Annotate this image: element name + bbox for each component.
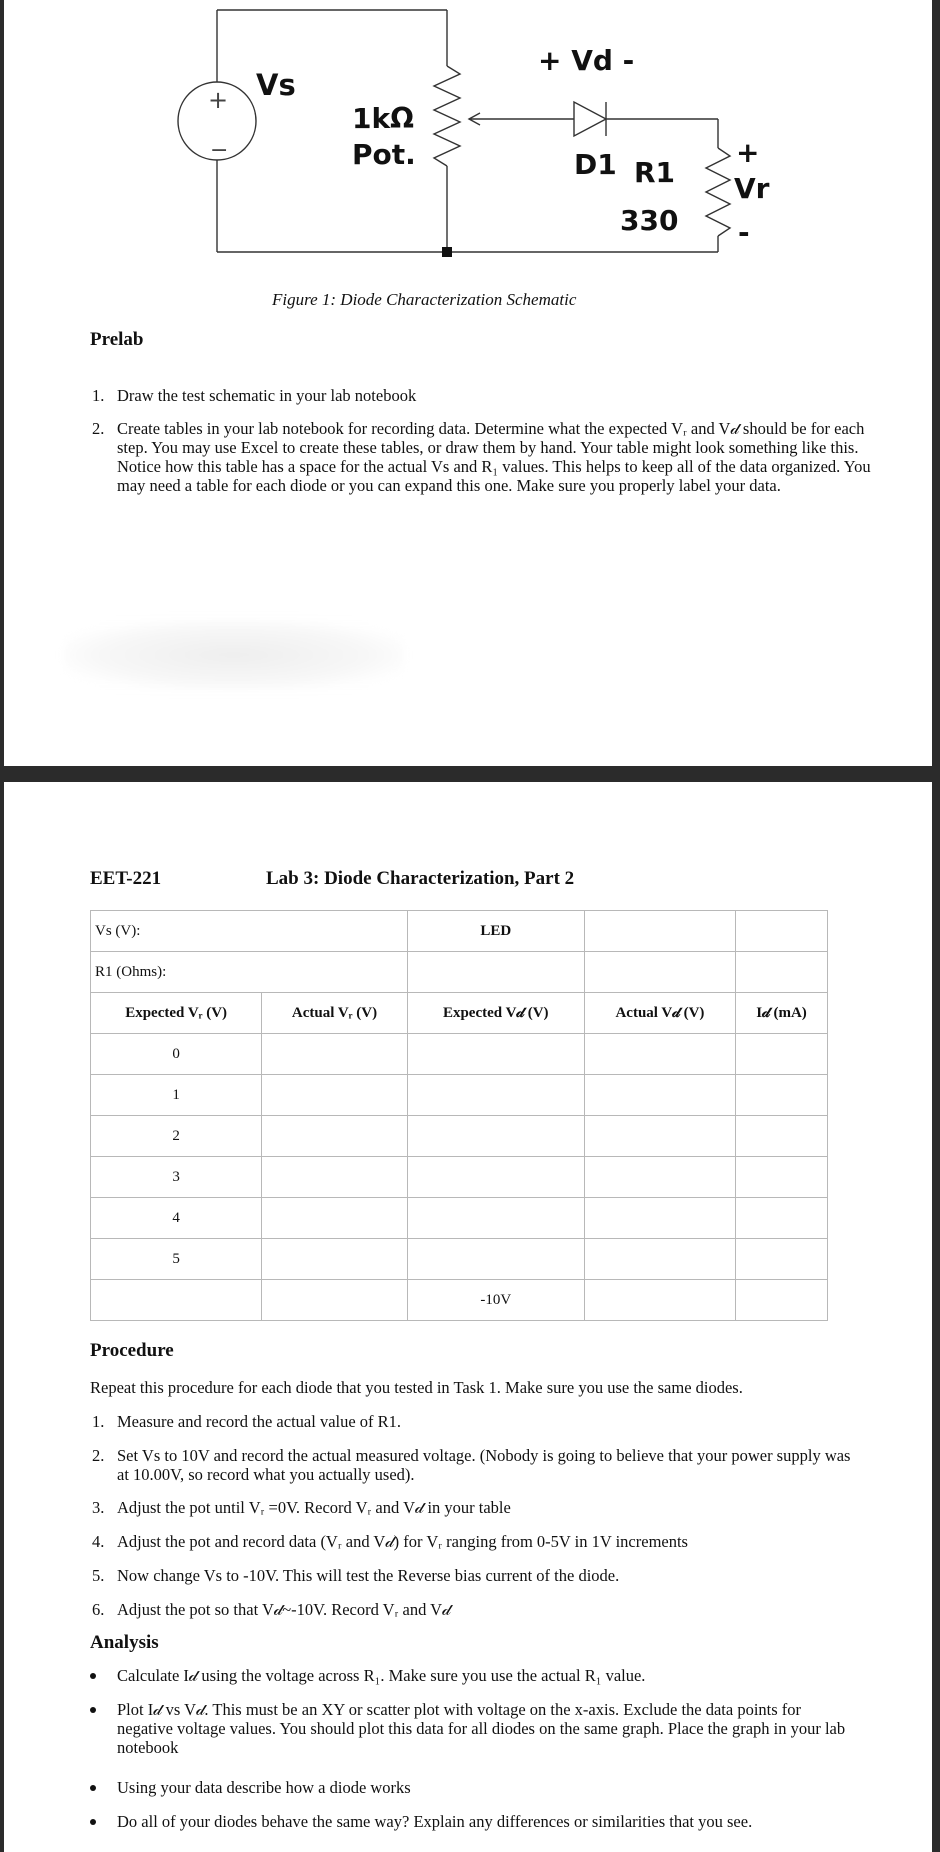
table-row xyxy=(91,911,828,952)
data-table xyxy=(90,910,828,1321)
table-cell xyxy=(736,1075,828,1116)
table-cell xyxy=(584,911,735,952)
table-row xyxy=(91,1034,828,1075)
table-cell xyxy=(262,1034,408,1075)
table-cell xyxy=(407,1198,584,1239)
analysis-heading: Analysis xyxy=(90,1632,159,1653)
table-cell xyxy=(407,952,584,993)
r1-value: 330 xyxy=(620,204,679,237)
step-text: Create tables in your lab notebook for recording data. Determine what the expected Vᵣ and V𝒹 should be for each step. You may use Excel to create these tables, or draw them by hand. Your table might look something like this. Notice how this table has a space for the actual Vs and R₁ values. This helps to keep all of the data organized. You may need a table for each diode or you can expand this one. Make sure you properly label your data. xyxy=(117,419,871,495)
table-cell xyxy=(91,1280,262,1321)
table-cell xyxy=(262,1116,408,1157)
reverse-bias-cell: -10V xyxy=(407,1280,584,1321)
expected-vr-cell: 3 xyxy=(91,1157,262,1198)
column-header: I𝒹 (mA) xyxy=(736,993,828,1034)
table-cell xyxy=(407,1075,584,1116)
expected-vr-cell: 5 xyxy=(91,1239,262,1280)
table-cell xyxy=(262,1198,408,1239)
table-cell xyxy=(736,1034,828,1075)
source-plus: + xyxy=(208,86,229,114)
page-1 xyxy=(4,0,932,766)
table-cell xyxy=(407,1116,584,1157)
table-cell xyxy=(736,1198,828,1239)
table-cell xyxy=(584,1280,735,1321)
table-header-row xyxy=(91,993,828,1034)
table-cell xyxy=(736,1280,828,1321)
bullet-text: Using your data describe how a diode works xyxy=(117,1778,411,1797)
table-row xyxy=(91,1116,828,1157)
step-text: Adjust the pot and record data (Vᵣ and V𝒹) for Vᵣ ranging from 0-5V in 1V increments xyxy=(117,1532,688,1551)
table-row xyxy=(91,1157,828,1198)
bullet-text: Calculate I𝒹 using the voltage across R₁. Make sure you use the actual R₁ value. xyxy=(117,1666,646,1685)
table-cell xyxy=(407,1034,584,1075)
column-header: Actual Vᵣ (V) xyxy=(262,993,408,1034)
table-row xyxy=(91,1239,828,1280)
vs-cell: Vs (V): xyxy=(91,911,408,952)
resistor-r1-symbol xyxy=(706,148,730,236)
bullet-text: Plot I𝒹 vs V𝒹. This must be an XY or scatter plot with voltage on the x-axis. Exclude the data points for negative voltage values. You should plot this data for all diodes on the same graph. Place the graph in your lab notebook xyxy=(117,1700,846,1757)
pot-label-value: 1kΩ xyxy=(352,102,414,135)
step-text: Adjust the pot until Vᵣ =0V. Record Vᵣ and V𝒹 in your table xyxy=(117,1498,511,1517)
table-cell xyxy=(736,911,828,952)
procedure-intro: Repeat this procedure for each diode that you tested in Task 1. Make sure you use the same diodes. xyxy=(90,1378,743,1397)
bullet-dot xyxy=(90,1819,96,1825)
potentiometer-symbol xyxy=(434,66,460,166)
expected-vr-cell: 0 xyxy=(91,1034,262,1075)
diode-symbol xyxy=(574,102,606,136)
step-text: Now change Vs to -10V. This will test the Reverse bias current of the diode. xyxy=(117,1566,620,1585)
course-code: EET-221 xyxy=(90,868,162,889)
vr-minus: - xyxy=(738,216,750,249)
table-row xyxy=(91,952,828,993)
step-number: 6. xyxy=(92,1600,105,1619)
figure-caption: Figure 1: Diode Characterization Schematic xyxy=(272,290,577,309)
table-cell xyxy=(262,1157,408,1198)
bullet-text: Do all of your diodes behave the same way? Explain any differences or similarities that you see. xyxy=(117,1812,753,1831)
vr-label: Vr xyxy=(734,172,770,205)
r1-label: R1 xyxy=(634,156,676,189)
expected-vr-cell: 2 xyxy=(91,1116,262,1157)
table-cell xyxy=(736,1157,828,1198)
table-cell xyxy=(584,952,735,993)
r1-cell: R1 (Ohms): xyxy=(91,952,408,993)
step-number: 1. xyxy=(92,386,105,405)
step-number: 2. xyxy=(92,419,105,438)
table-cell xyxy=(584,1075,735,1116)
table-cell xyxy=(736,1239,828,1280)
table-cell xyxy=(407,1157,584,1198)
step-text: Draw the test schematic in your lab notebook xyxy=(117,386,417,405)
table-cell xyxy=(584,1116,735,1157)
table-cell xyxy=(262,1075,408,1116)
table-row xyxy=(91,1198,828,1239)
source-minus: − xyxy=(210,138,229,163)
step-number: 1. xyxy=(92,1412,105,1431)
step-text: Measure and record the actual value of R1. xyxy=(117,1412,402,1431)
vr-plus: + xyxy=(736,136,760,169)
table-cell xyxy=(736,952,828,993)
table-row xyxy=(91,1075,828,1116)
expected-vr-cell: 1 xyxy=(91,1075,262,1116)
column-header: Actual V𝒹 (V) xyxy=(584,993,735,1034)
table-cell xyxy=(736,1116,828,1157)
vs-label: Vs xyxy=(256,68,296,102)
lab-title: Lab 3: Diode Characterization, Part 2 xyxy=(266,868,575,889)
step-number: 5. xyxy=(92,1566,105,1585)
pot-label-name: Pot. xyxy=(352,138,416,171)
table-cell xyxy=(262,1280,408,1321)
expected-vr-cell: 4 xyxy=(91,1198,262,1239)
step-number: 2. xyxy=(92,1446,105,1465)
step-text: Set Vs to 10V and record the actual measured voltage. (Nobody is going to believe that your power supply was at 10.00V, so record what you actually used). xyxy=(117,1446,851,1484)
step-text: Adjust the pot so that V𝒹~-10V. Record Vᵣ and V𝒹 xyxy=(117,1600,451,1619)
led-cell: LED xyxy=(407,911,584,952)
bullet-dot xyxy=(90,1673,96,1679)
prelab-heading: Prelab xyxy=(90,329,144,350)
diode-schematic xyxy=(164,0,784,270)
blurred-area xyxy=(64,620,404,690)
table-row xyxy=(91,1280,828,1321)
d1-label: D1 xyxy=(574,148,617,181)
table-cell xyxy=(262,1239,408,1280)
step-number: 3. xyxy=(92,1498,105,1517)
vd-label: + Vd - xyxy=(538,44,635,77)
column-header: Expected V𝒹 (V) xyxy=(407,993,584,1034)
table-cell xyxy=(584,1239,735,1280)
column-header: Expected Vᵣ (V) xyxy=(91,993,262,1034)
table-cell xyxy=(584,1198,735,1239)
table-cell xyxy=(407,1239,584,1280)
step-number: 4. xyxy=(92,1532,105,1551)
page-2 xyxy=(4,782,932,1852)
bullet-dot xyxy=(90,1707,96,1713)
bullet-dot xyxy=(90,1785,96,1791)
procedure-heading: Procedure xyxy=(90,1340,174,1361)
table-cell xyxy=(584,1157,735,1198)
table-cell xyxy=(584,1034,735,1075)
